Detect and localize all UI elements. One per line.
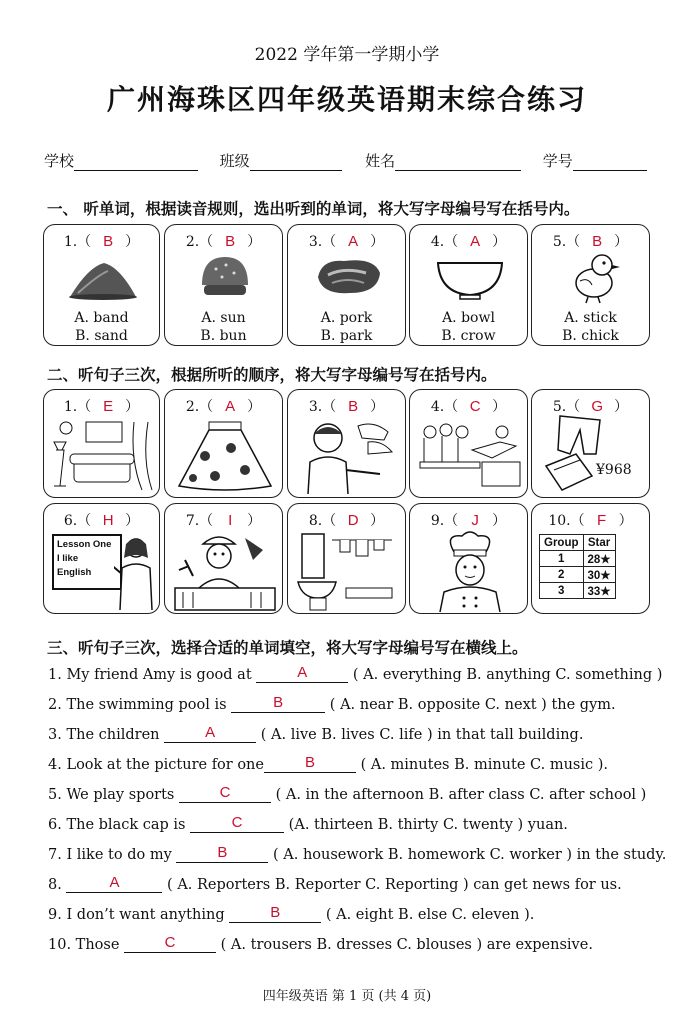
s1-item-4: 4.（ A ） A. bowl B. crow: [409, 224, 528, 346]
answer-blank[interactable]: C: [179, 786, 271, 803]
answer: A: [225, 398, 236, 415]
section2-heading: 二、听句子三次，根据所听的顺序，将大写字母编号写在括号内。: [47, 365, 497, 384]
name-field[interactable]: [395, 154, 521, 171]
answer-blank[interactable]: B: [229, 906, 321, 923]
section3-heading: 三、听句子三次，选择合适的单词填空，将大写字母编号写在横线上。: [47, 638, 528, 657]
classroom-icon: [416, 422, 522, 488]
s2-item-2: 2.（ A ）: [164, 389, 283, 498]
answer-blank[interactable]: A: [256, 666, 348, 683]
s2-item-6: 6.（ H ） Lesson One I like English: [43, 503, 160, 614]
skirt-icon: [175, 420, 275, 494]
answer: A: [348, 233, 359, 250]
s2-item-10: 10.（ F ） Group Star 1 28★ 2 30★ 3 33★: [531, 503, 650, 614]
s2-item-4: 4.（ C ）: [409, 389, 528, 498]
answer-blank[interactable]: B: [176, 846, 268, 863]
s1-item-5: 5.（ B ） A. stick B. chick: [531, 224, 650, 346]
question-8: 8. A ( A. Reporters B. Reporter C. Reporting ) can get news for us.: [48, 874, 622, 893]
question-6: 6. The black cap is C (A. thirteen B. thirty C. twenty ) yuan.: [48, 814, 568, 833]
answer-blank[interactable]: B: [231, 696, 325, 713]
student-info-row: [44, 150, 647, 171]
s1-item-1: 1.（ B ） A. band B. sand: [43, 224, 160, 346]
answer: B: [103, 233, 114, 250]
answer: D: [347, 512, 359, 529]
trousers-icon: [540, 414, 606, 492]
chick-icon: [566, 251, 622, 305]
answer: C: [469, 398, 481, 415]
question-1: 1. My friend Amy is good at A ( A. everything B. anything C. something ): [48, 664, 663, 683]
answer: I: [228, 512, 233, 529]
student-number-label: 学号: [542, 152, 573, 170]
answer: G: [591, 398, 603, 415]
question-7: 7. I like to do my B ( A. housework B. homework C. worker ) in the study.: [48, 844, 667, 863]
question-9: 9. I don’t want anything B ( A. eight B. else C. eleven ).: [48, 904, 535, 923]
section1-heading: 一、 听单词，根据读音规则，选出听到的单词，将大写字母编号写在括号内。: [47, 199, 580, 218]
answer: F: [597, 512, 607, 529]
class-field[interactable]: [250, 154, 342, 171]
name-label: 姓名: [365, 152, 396, 170]
answer: H: [102, 512, 114, 529]
answer-blank[interactable]: C: [124, 936, 216, 953]
s2-item-9: 9.（ J ）: [409, 503, 528, 614]
exam-subtitle: 2022 学年第一学期小学: [254, 45, 440, 65]
answer-blank[interactable]: A: [66, 876, 162, 893]
living-room-icon: [50, 420, 156, 494]
answer: B: [225, 233, 236, 250]
star-table: Group Star 1 28★ 2 30★ 3 33★: [539, 534, 616, 599]
answer: B: [348, 398, 359, 415]
s2-item-7: 7.（ I ）: [164, 503, 283, 614]
student-number-field[interactable]: [573, 154, 647, 171]
answer: E: [103, 398, 114, 415]
school-label: 学校: [44, 152, 75, 170]
question-10: 10. Those C ( A. trousers B. dresses C. blouses ) are expensive.: [48, 934, 593, 953]
pork-icon: [314, 255, 384, 297]
s2-item-3: 3.（ B ）: [287, 389, 406, 498]
boy-shoes-icon: [298, 418, 398, 494]
answer: J: [471, 512, 479, 529]
cook-icon: [434, 530, 506, 612]
bowl-icon: [434, 259, 506, 301]
sand-pile-icon: [68, 253, 138, 301]
bathroom-icon: [296, 532, 400, 612]
s2-item-5: 5.（ G ） ¥968: [531, 389, 650, 498]
s1-item-3: 3.（ A ） A. pork B. park: [287, 224, 406, 346]
bun-icon: [198, 253, 252, 303]
answer: B: [592, 233, 603, 250]
answer-blank[interactable]: B: [264, 756, 356, 773]
answer-blank[interactable]: C: [190, 816, 284, 833]
s1-item-2: 2.（ B ） A. sun B. bun: [164, 224, 283, 346]
question-3: 3. The children A ( A. live B. lives C. life ) in that tall building.: [48, 724, 584, 743]
question-4: 4. Look at the picture for one B ( A. minutes B. minute C. music ).: [48, 754, 608, 773]
page-footer: 四年级英语 第 1 页 (共 4 页): [262, 989, 432, 1004]
class-label: 班级: [219, 152, 250, 170]
question-5: 5. We play sports C ( A. in the afternoon B. after class C. after school ): [48, 784, 647, 803]
school-field[interactable]: [74, 154, 198, 171]
question-2: 2. The swimming pool is B ( A. near B. opposite C. next ) the gym.: [48, 694, 616, 713]
teacher-icon: [114, 534, 158, 610]
answer-blank[interactable]: A: [164, 726, 256, 743]
exam-title: 广州海珠区四年级英语期末综合练习: [106, 83, 587, 116]
price-label: ¥968: [596, 462, 632, 478]
answer: A: [470, 233, 481, 250]
worker-icon: [173, 530, 277, 612]
s2-item-8: 8.（ D ）: [287, 503, 406, 614]
blackboard: Lesson One I like English: [52, 534, 122, 590]
s2-item-1: 1.（ E ）: [43, 389, 160, 498]
